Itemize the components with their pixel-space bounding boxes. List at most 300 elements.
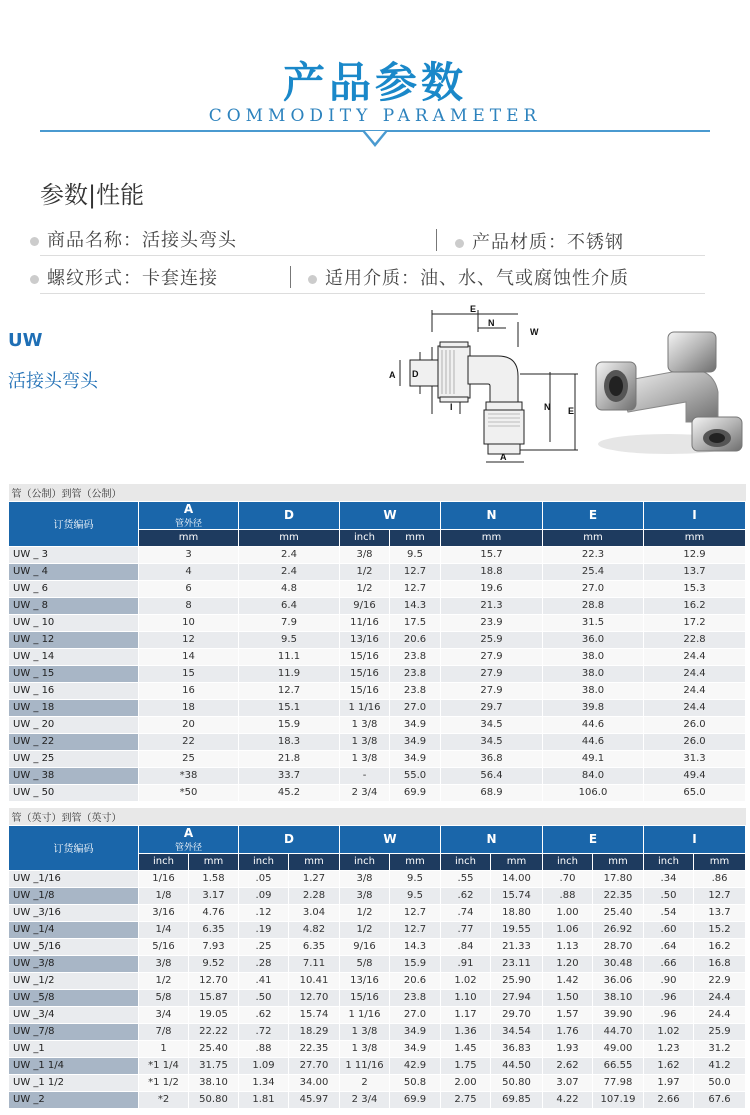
value-cell: 1.97 — [644, 1074, 694, 1091]
value-cell: 1/16 — [139, 870, 189, 887]
value-cell: 21.3 — [441, 597, 543, 614]
section-title: 参数|性能 — [40, 181, 145, 209]
value-cell: 22.3 — [543, 546, 644, 563]
order-code-cell: UW _1 1/2 — [9, 1074, 139, 1091]
value-cell: 1.58 — [189, 870, 239, 887]
value-cell: 18.3 — [239, 733, 340, 750]
spec-medium: 适用介质：油、水、气或腐蚀性介质 — [308, 264, 629, 290]
value-cell: 14.3 — [390, 597, 441, 614]
value-cell: 1.20 — [543, 955, 593, 972]
value-cell: 16.2 — [644, 597, 746, 614]
unit-cell: mm — [289, 853, 340, 870]
value-cell: 9/16 — [340, 938, 390, 955]
value-cell: 9.52 — [189, 955, 239, 972]
value-cell: .86 — [694, 870, 746, 887]
table-row — [9, 682, 746, 699]
value-cell: 31.3 — [644, 750, 746, 767]
value-cell: 1 — [139, 1040, 189, 1057]
value-cell: 2.00 — [441, 1074, 491, 1091]
value-cell: 56.4 — [441, 767, 543, 784]
value-cell: 1.76 — [543, 1023, 593, 1040]
unit-cell: inch — [340, 529, 390, 546]
value-cell: 44.50 — [491, 1057, 543, 1074]
value-cell: 1 1/16 — [340, 1006, 390, 1023]
value-cell: 1/2 — [340, 921, 390, 938]
value-cell: 25.90 — [491, 972, 543, 989]
value-cell: 10.41 — [289, 972, 340, 989]
unit-cell: mm — [390, 529, 441, 546]
table-row — [9, 1040, 746, 1057]
table-row — [9, 904, 746, 921]
value-cell: 24.4 — [694, 989, 746, 1006]
value-cell: 9.5 — [390, 870, 441, 887]
value-cell: 15/16 — [340, 682, 390, 699]
spec-material: 产品材质：不锈钢 — [455, 228, 624, 254]
value-cell: 67.6 — [694, 1091, 746, 1108]
unit-cell: inch — [239, 853, 289, 870]
value-cell: 20 — [139, 716, 239, 733]
table-row — [9, 784, 746, 801]
value-cell: 2 3/4 — [340, 784, 390, 801]
table-row — [9, 1023, 746, 1040]
value-cell: 22.8 — [644, 631, 746, 648]
order-code-cell: UW _1 1/4 — [9, 1057, 139, 1074]
value-cell: 15.9 — [390, 955, 441, 972]
svg-text:A: A — [500, 452, 507, 462]
order-code-cell: UW _ 3 — [9, 546, 139, 563]
value-cell: 34.9 — [390, 750, 441, 767]
value-cell: 29.7 — [441, 699, 543, 716]
col-d: D — [239, 825, 340, 853]
value-cell: 1.02 — [644, 1023, 694, 1040]
value-cell: 2.66 — [644, 1091, 694, 1108]
value-cell: 77.98 — [593, 1074, 644, 1091]
col-n: N — [441, 501, 543, 529]
unit-cell: mm — [644, 529, 746, 546]
value-cell: 13.7 — [644, 563, 746, 580]
value-cell: 12.7 — [390, 563, 441, 580]
value-cell: 18.80 — [491, 904, 543, 921]
table-row — [9, 614, 746, 631]
value-cell: 1.75 — [441, 1057, 491, 1074]
value-cell: .41 — [239, 972, 289, 989]
unit-cell: inch — [543, 853, 593, 870]
value-cell: 1 3/8 — [340, 1023, 390, 1040]
value-cell: .55 — [441, 870, 491, 887]
value-cell: 36.0 — [543, 631, 644, 648]
value-cell: 3/16 — [139, 904, 189, 921]
value-cell: .50 — [644, 887, 694, 904]
value-cell: 11.9 — [239, 665, 340, 682]
bullet-dot-icon — [30, 237, 39, 246]
value-cell: 28.70 — [593, 938, 644, 955]
value-cell: .96 — [644, 1006, 694, 1023]
table-row — [9, 716, 746, 733]
table-row — [9, 631, 746, 648]
value-cell: 3/8 — [340, 870, 390, 887]
unit-cell: inch — [139, 853, 189, 870]
value-cell: - — [340, 767, 390, 784]
value-cell: 6.35 — [189, 921, 239, 938]
value-cell: 3.04 — [289, 904, 340, 921]
col-e: E — [543, 501, 644, 529]
value-cell: 7.11 — [289, 955, 340, 972]
table-row — [9, 733, 746, 750]
order-code-cell: UW _ 14 — [9, 648, 139, 665]
header-notch-inner — [365, 131, 385, 143]
svg-text:A: A — [389, 370, 396, 380]
col-i: I — [644, 825, 746, 853]
value-cell: 12.70 — [189, 972, 239, 989]
value-cell: 38.10 — [189, 1074, 239, 1091]
value-cell: 50.0 — [694, 1074, 746, 1091]
value-cell: 1 3/8 — [340, 1040, 390, 1057]
value-cell: 27.9 — [441, 648, 543, 665]
value-cell: 3.07 — [543, 1074, 593, 1091]
value-cell: 26.92 — [593, 921, 644, 938]
value-cell: .34 — [644, 870, 694, 887]
value-cell: 5/8 — [139, 989, 189, 1006]
order-code-cell: UW _1/8 — [9, 887, 139, 904]
col-n: N — [441, 825, 543, 853]
value-cell: 36.06 — [593, 972, 644, 989]
value-cell: 106.0 — [543, 784, 644, 801]
value-cell: 20.6 — [390, 972, 441, 989]
order-code-cell: UW _7/8 — [9, 1023, 139, 1040]
value-cell: 17.80 — [593, 870, 644, 887]
value-cell: 15.74 — [491, 887, 543, 904]
order-code-cell: UW _ 38 — [9, 767, 139, 784]
table-row — [9, 767, 746, 784]
value-cell: 13/16 — [340, 972, 390, 989]
value-cell: 42.9 — [390, 1057, 441, 1074]
table-row — [9, 665, 746, 682]
value-cell: 4.76 — [189, 904, 239, 921]
value-cell: 1/2 — [340, 580, 390, 597]
value-cell: .88 — [239, 1040, 289, 1057]
spec-thread-type: 螺纹形式：卡套连接 — [30, 264, 218, 290]
value-cell: 13.7 — [694, 904, 746, 921]
value-cell: 19.55 — [491, 921, 543, 938]
table-row — [9, 750, 746, 767]
spec-separator — [436, 229, 437, 251]
order-code-cell: UW _5/8 — [9, 989, 139, 1006]
value-cell: 34.9 — [390, 1040, 441, 1057]
value-cell: 1/4 — [139, 921, 189, 938]
value-cell: .84 — [441, 938, 491, 955]
value-cell: 22 — [139, 733, 239, 750]
value-cell: 27.0 — [543, 580, 644, 597]
value-cell: 34.9 — [390, 733, 441, 750]
value-cell: 23.8 — [390, 648, 441, 665]
value-cell: 2.28 — [289, 887, 340, 904]
value-cell: 69.9 — [390, 784, 441, 801]
value-cell: 1.23 — [644, 1040, 694, 1057]
value-cell: 21.33 — [491, 938, 543, 955]
col-w: W — [340, 501, 441, 529]
col-a: A 管外径 — [139, 501, 239, 529]
value-cell: 26.0 — [644, 733, 746, 750]
value-cell: 27.0 — [390, 699, 441, 716]
value-cell: .66 — [644, 955, 694, 972]
value-cell: 1.13 — [543, 938, 593, 955]
value-cell: 27.9 — [441, 665, 543, 682]
value-cell: 50.8 — [390, 1074, 441, 1091]
value-cell: 41.2 — [694, 1057, 746, 1074]
value-cell: 12.7 — [390, 580, 441, 597]
order-code-cell: UW _ 25 — [9, 750, 139, 767]
unit-cell: mm — [593, 853, 644, 870]
bullet-dot-icon — [30, 275, 39, 284]
value-cell: 1.27 — [289, 870, 340, 887]
value-cell: 34.5 — [441, 716, 543, 733]
value-cell: 2.75 — [441, 1091, 491, 1108]
value-cell: 22.35 — [593, 887, 644, 904]
value-cell: .96 — [644, 989, 694, 1006]
value-cell: 38.0 — [543, 682, 644, 699]
unit-cell: inch — [644, 853, 694, 870]
value-cell: 65.0 — [644, 784, 746, 801]
value-cell: 66.55 — [593, 1057, 644, 1074]
value-cell: .91 — [441, 955, 491, 972]
col-a: A 管外径 — [139, 825, 239, 853]
value-cell: .77 — [441, 921, 491, 938]
value-cell: 107.19 — [593, 1091, 644, 1108]
value-cell: 45.2 — [239, 784, 340, 801]
unit-cell: mm — [491, 853, 543, 870]
order-code-cell: UW _ 6 — [9, 580, 139, 597]
value-cell: *1 1/2 — [139, 1074, 189, 1091]
value-cell: 9.5 — [239, 631, 340, 648]
value-cell: 14 — [139, 648, 239, 665]
table-row — [9, 887, 746, 904]
value-cell: 49.4 — [644, 767, 746, 784]
value-cell: .60 — [644, 921, 694, 938]
value-cell: .25 — [239, 938, 289, 955]
value-cell: .74 — [441, 904, 491, 921]
table-row — [9, 921, 746, 938]
order-code-cell: UW _1 — [9, 1040, 139, 1057]
value-cell: 49.00 — [593, 1040, 644, 1057]
value-cell: .19 — [239, 921, 289, 938]
value-cell: 24.4 — [644, 665, 746, 682]
value-cell: 1/2 — [340, 563, 390, 580]
order-code-cell: UW _3/4 — [9, 1006, 139, 1023]
order-code-cell: UW _3/8 — [9, 955, 139, 972]
unit-cell: inch — [340, 853, 390, 870]
value-cell: 20.6 — [390, 631, 441, 648]
value-cell: 27.70 — [289, 1057, 340, 1074]
unit-cell: mm — [239, 529, 340, 546]
table-row — [9, 648, 746, 665]
value-cell: 15.1 — [239, 699, 340, 716]
value-cell: 24.4 — [644, 682, 746, 699]
value-cell: 13/16 — [340, 631, 390, 648]
order-code-cell: UW _1/2 — [9, 972, 139, 989]
order-code-cell: UW _5/16 — [9, 938, 139, 955]
value-cell: 14.3 — [390, 938, 441, 955]
order-code-cell: UW _ 4 — [9, 563, 139, 580]
value-cell: 15.74 — [289, 1006, 340, 1023]
value-cell: 1.45 — [441, 1040, 491, 1057]
unit-cell: mm — [139, 529, 239, 546]
value-cell: 19.05 — [189, 1006, 239, 1023]
svg-text:N: N — [488, 318, 495, 328]
value-cell: 10 — [139, 614, 239, 631]
product-name: 活接头弯头 — [8, 371, 98, 392]
value-cell: 6.35 — [289, 938, 340, 955]
value-cell: .54 — [644, 904, 694, 921]
value-cell: 44.6 — [543, 716, 644, 733]
page-subtitle: COMMODITY PARAMETER — [208, 106, 542, 126]
value-cell: .05 — [239, 870, 289, 887]
value-cell: 6 — [139, 580, 239, 597]
order-code-cell: UW _ 10 — [9, 614, 139, 631]
value-cell: 26.0 — [644, 716, 746, 733]
value-cell: 19.6 — [441, 580, 543, 597]
col-w: W — [340, 825, 441, 853]
value-cell: 23.8 — [390, 989, 441, 1006]
value-cell: .70 — [543, 870, 593, 887]
value-cell: 3/8 — [340, 546, 390, 563]
value-cell: 12.9 — [644, 546, 746, 563]
page-title: 产品参数 — [282, 58, 467, 107]
bullet-dot-icon — [308, 275, 317, 284]
inch-table-caption: 管（英寸）到管（英寸） — [9, 808, 746, 825]
order-code-cell: UW _1/4 — [9, 921, 139, 938]
value-cell: 4.22 — [543, 1091, 593, 1108]
metric-table-body — [9, 546, 746, 801]
value-cell: 11.1 — [239, 648, 340, 665]
value-cell: 3/8 — [340, 887, 390, 904]
table-row — [9, 955, 746, 972]
value-cell: 12.7 — [390, 904, 441, 921]
table-row — [9, 870, 746, 887]
order-code-cell: UW _ 12 — [9, 631, 139, 648]
value-cell: 2 — [340, 1074, 390, 1091]
col-order-code: 订货编码 — [9, 825, 139, 870]
order-code-cell: UW _ 15 — [9, 665, 139, 682]
value-cell: 15.7 — [441, 546, 543, 563]
value-cell: 1.00 — [543, 904, 593, 921]
table-row — [9, 699, 746, 716]
value-cell: 3 — [139, 546, 239, 563]
value-cell: 9/16 — [340, 597, 390, 614]
unit-cell: mm — [543, 529, 644, 546]
value-cell: 34.54 — [491, 1023, 543, 1040]
value-cell: 31.2 — [694, 1040, 746, 1057]
unit-cell: mm — [694, 853, 746, 870]
value-cell: .62 — [239, 1006, 289, 1023]
value-cell: 15/16 — [340, 648, 390, 665]
value-cell: 38.10 — [593, 989, 644, 1006]
order-code-cell: UW _ 18 — [9, 699, 139, 716]
order-code-cell: UW _ 16 — [9, 682, 139, 699]
value-cell: 1.17 — [441, 1006, 491, 1023]
value-cell: 3/8 — [139, 955, 189, 972]
value-cell: 1.62 — [644, 1057, 694, 1074]
value-cell: .62 — [441, 887, 491, 904]
value-cell: 27.9 — [441, 682, 543, 699]
value-cell: .50 — [239, 989, 289, 1006]
table-row — [9, 989, 746, 1006]
unit-cell: mm — [189, 853, 239, 870]
order-code-cell: UW _1/16 — [9, 870, 139, 887]
value-cell: 15/16 — [340, 665, 390, 682]
value-cell: 27.0 — [390, 1006, 441, 1023]
col-order-code: 订货编码 — [9, 501, 139, 546]
value-cell: .64 — [644, 938, 694, 955]
value-cell: 1.09 — [239, 1057, 289, 1074]
table-row — [9, 1006, 746, 1023]
fitting-dimension-diagram — [380, 302, 585, 472]
value-cell: 12.70 — [289, 989, 340, 1006]
col-e: E — [543, 825, 644, 853]
value-cell: 34.9 — [390, 1023, 441, 1040]
value-cell: *38 — [139, 767, 239, 784]
value-cell: 15 — [139, 665, 239, 682]
unit-cell: inch — [441, 853, 491, 870]
value-cell: 2.4 — [239, 563, 340, 580]
unit-cell: mm — [441, 529, 543, 546]
unit-cell: mm — [390, 853, 441, 870]
value-cell: .09 — [239, 887, 289, 904]
svg-text:W: W — [530, 327, 539, 337]
svg-text:N: N — [544, 402, 551, 412]
value-cell: 25.9 — [694, 1023, 746, 1040]
value-cell: 45.97 — [289, 1091, 340, 1108]
spec-separator — [290, 266, 291, 288]
value-cell: 25 — [139, 750, 239, 767]
value-cell: 2 3/4 — [340, 1091, 390, 1108]
value-cell: 5/16 — [139, 938, 189, 955]
table-row — [9, 546, 746, 563]
value-cell: 69.85 — [491, 1091, 543, 1108]
value-cell: 49.1 — [543, 750, 644, 767]
value-cell: 6.4 — [239, 597, 340, 614]
value-cell: 23.11 — [491, 955, 543, 972]
value-cell: 18 — [139, 699, 239, 716]
inch-spec-table — [8, 808, 746, 1109]
table-row — [9, 1057, 746, 1074]
value-cell: 1.34 — [239, 1074, 289, 1091]
value-cell: 1 3/8 — [340, 750, 390, 767]
value-cell: 16 — [139, 682, 239, 699]
value-cell: 1.36 — [441, 1023, 491, 1040]
value-cell: 16.8 — [694, 955, 746, 972]
value-cell: 12.7 — [239, 682, 340, 699]
value-cell: 23.8 — [390, 682, 441, 699]
value-cell: 44.70 — [593, 1023, 644, 1040]
value-cell: .28 — [239, 955, 289, 972]
value-cell: .12 — [239, 904, 289, 921]
value-cell: 15.2 — [694, 921, 746, 938]
order-code-cell: UW _ 8 — [9, 597, 139, 614]
metric-table-caption: 管（公制）到管（公制） — [9, 484, 746, 501]
value-cell: 38.0 — [543, 665, 644, 682]
value-cell: 36.83 — [491, 1040, 543, 1057]
value-cell: 4 — [139, 563, 239, 580]
product-code: UW — [8, 330, 43, 351]
table-row — [9, 1091, 746, 1108]
value-cell: 12 — [139, 631, 239, 648]
value-cell: 3/4 — [139, 1006, 189, 1023]
value-cell: 22.35 — [289, 1040, 340, 1057]
value-cell: 84.0 — [543, 767, 644, 784]
value-cell: 50.80 — [491, 1074, 543, 1091]
value-cell: 22.9 — [694, 972, 746, 989]
value-cell: 69.9 — [390, 1091, 441, 1108]
